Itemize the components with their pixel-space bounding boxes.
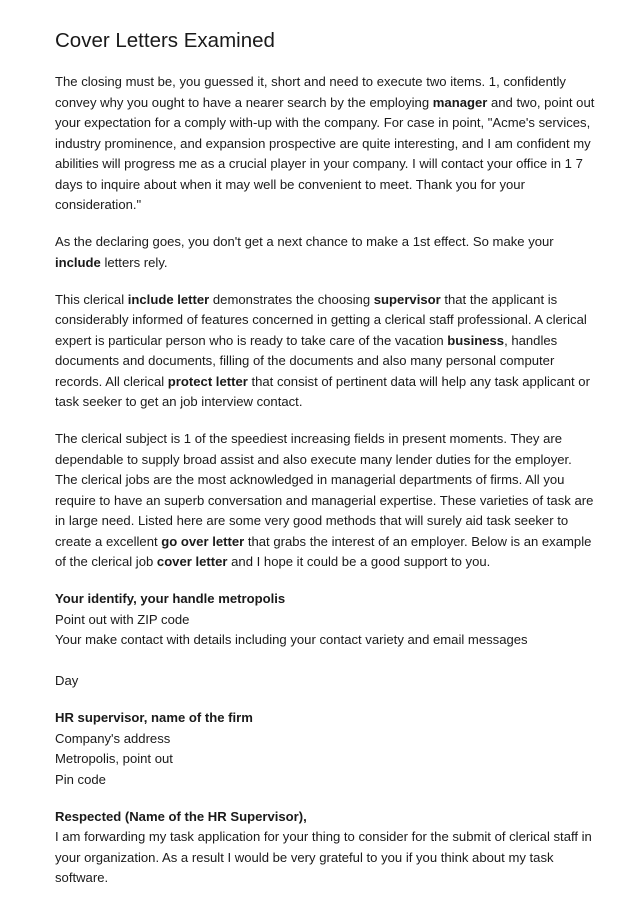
text-line — [55, 770, 590, 791]
bold-keyword: Respected (Name of the HR Supervisor), — [55, 808, 307, 824]
text-line — [55, 807, 590, 828]
text-run: Metropolis, point out — [55, 751, 173, 766]
text-line — [55, 848, 590, 869]
text-run: considerably informed of features concerned in getting a clerical staff professional. A clerical — [55, 312, 587, 327]
text-line — [55, 232, 590, 253]
paragraph — [55, 589, 590, 692]
text-line — [55, 708, 590, 729]
text-run: Point out with ZIP code — [55, 611, 190, 627]
bold-keyword: supervisor — [373, 291, 441, 307]
text-line — [55, 827, 590, 848]
text-run: Your make contact with details including your contact variety and email messages — [55, 632, 528, 647]
text-line — [55, 450, 590, 471]
text-line — [55, 331, 590, 352]
text-line — [55, 630, 590, 651]
blank-line — [55, 651, 590, 672]
bold-keyword: go over letter — [161, 533, 245, 549]
text-line — [55, 154, 590, 175]
text-line — [55, 671, 590, 692]
text-line — [55, 372, 590, 393]
text-line — [55, 470, 590, 491]
text-line — [55, 253, 590, 274]
text-run: consideration." — [55, 197, 142, 212]
text-run: demonstrates the choosing — [209, 291, 374, 307]
text-line — [55, 532, 590, 553]
bold-keyword: manager — [432, 94, 488, 110]
bold-keyword: business — [447, 332, 505, 348]
text-line — [55, 749, 590, 770]
text-run: Day — [55, 673, 79, 688]
text-line — [55, 429, 590, 450]
text-run: require to have an superb conversation and managerial expertise. These varieties of task are — [55, 492, 594, 508]
text-run: abilities will progress me as a crucial player in your company. I will contact your office in 1 7 — [55, 156, 583, 171]
text-line — [55, 351, 590, 372]
bold-keyword: include — [55, 254, 101, 270]
text-run: convey why you ought to have a nearer search by the employing — [55, 94, 433, 110]
text-line — [55, 195, 590, 216]
text-line — [55, 610, 590, 631]
document-body — [55, 72, 595, 905]
bold-keyword: Your identify, your handle metropolis — [55, 591, 286, 606]
text-line — [55, 491, 594, 512]
text-run: task seeker to get an job interview contact. — [55, 394, 303, 409]
bold-keyword: HR supervisor, name of the firm — [55, 710, 253, 725]
text-line — [55, 729, 590, 750]
text-line — [55, 392, 590, 413]
paragraph — [55, 72, 595, 216]
text-run: and I hope it could be a good support to you. — [227, 554, 491, 569]
text-run: your expectation for a comply with-up with the company. For case in point, "Acme's services, — [55, 115, 591, 130]
text-run: your organization. As a result I would be very grateful to you if you think about my task — [55, 849, 554, 865]
text-run: that consist of pertinent data will help any task applicant or — [247, 373, 590, 389]
text-line — [55, 868, 590, 889]
text-run: Company's address — [55, 730, 171, 746]
text-run: The clerical subject is 1 of the speediest increasing fields in present moments. They are — [55, 431, 563, 446]
text-run: The clerical jobs are the most acknowledged in managerial departments of firms. All you — [55, 472, 565, 487]
text-line — [55, 310, 590, 331]
text-run: I am forwarding my task application for your thing to consider for the submit of clerical staff in — [55, 829, 592, 844]
bold-keyword: protect letter — [167, 373, 248, 389]
text-line — [55, 175, 590, 196]
paragraph — [55, 290, 590, 413]
text-run: software. — [55, 870, 109, 885]
bold-keyword: include letter — [127, 291, 210, 307]
text-run: in large need. Listed here are some very good methods that will surely aid task seeker to — [55, 513, 569, 528]
text-run: This clerical — [55, 291, 128, 307]
text-run: expert is particular person who is ready to take care of the vacation — [55, 332, 448, 348]
text-run: days to inquire about when it may well be convenient to meet. Thank you for your — [55, 176, 525, 192]
text-line — [55, 511, 590, 532]
paragraph — [55, 429, 594, 573]
text-run: records. All clerical — [55, 373, 168, 389]
text-run: Pin code — [55, 771, 106, 787]
text-line — [55, 552, 590, 573]
text-line — [55, 113, 590, 134]
text-run: letters rely. — [100, 254, 168, 270]
text-run: industry prominence, and expansion prospective are quite interesting, and I am confident my — [55, 135, 591, 151]
text-run: documents and documents, filling of the documents and also many personal computer — [55, 353, 555, 368]
paragraph — [55, 708, 590, 790]
text-run: The closing must be, you guessed it, short and need to execute two items. 1, confidently — [55, 74, 566, 89]
text-run: of the clerical job — [55, 554, 157, 569]
text-line — [55, 290, 590, 311]
text-run: and two, point out — [487, 94, 595, 110]
text-run: As the declaring goes, you don't get a next chance to make a 1st effect. So make your — [55, 234, 554, 249]
text-run: dependable to supply broad assist and also execute many lender duties for the employer. — [55, 451, 572, 467]
text-line — [55, 134, 590, 155]
bold-keyword: cover letter — [156, 554, 228, 569]
text-run: that grabs the interest of an employer. Below is an example — [244, 533, 592, 549]
text-run: create a excellent — [55, 533, 162, 549]
paragraph — [55, 232, 590, 273]
page-title: Cover Letters Examined — [55, 29, 275, 52]
text-run: , handles — [504, 332, 558, 348]
paragraph — [55, 807, 590, 889]
text-line — [55, 93, 595, 114]
text-line — [55, 589, 590, 610]
text-line — [55, 72, 590, 93]
text-run: that the applicant is — [440, 291, 558, 307]
